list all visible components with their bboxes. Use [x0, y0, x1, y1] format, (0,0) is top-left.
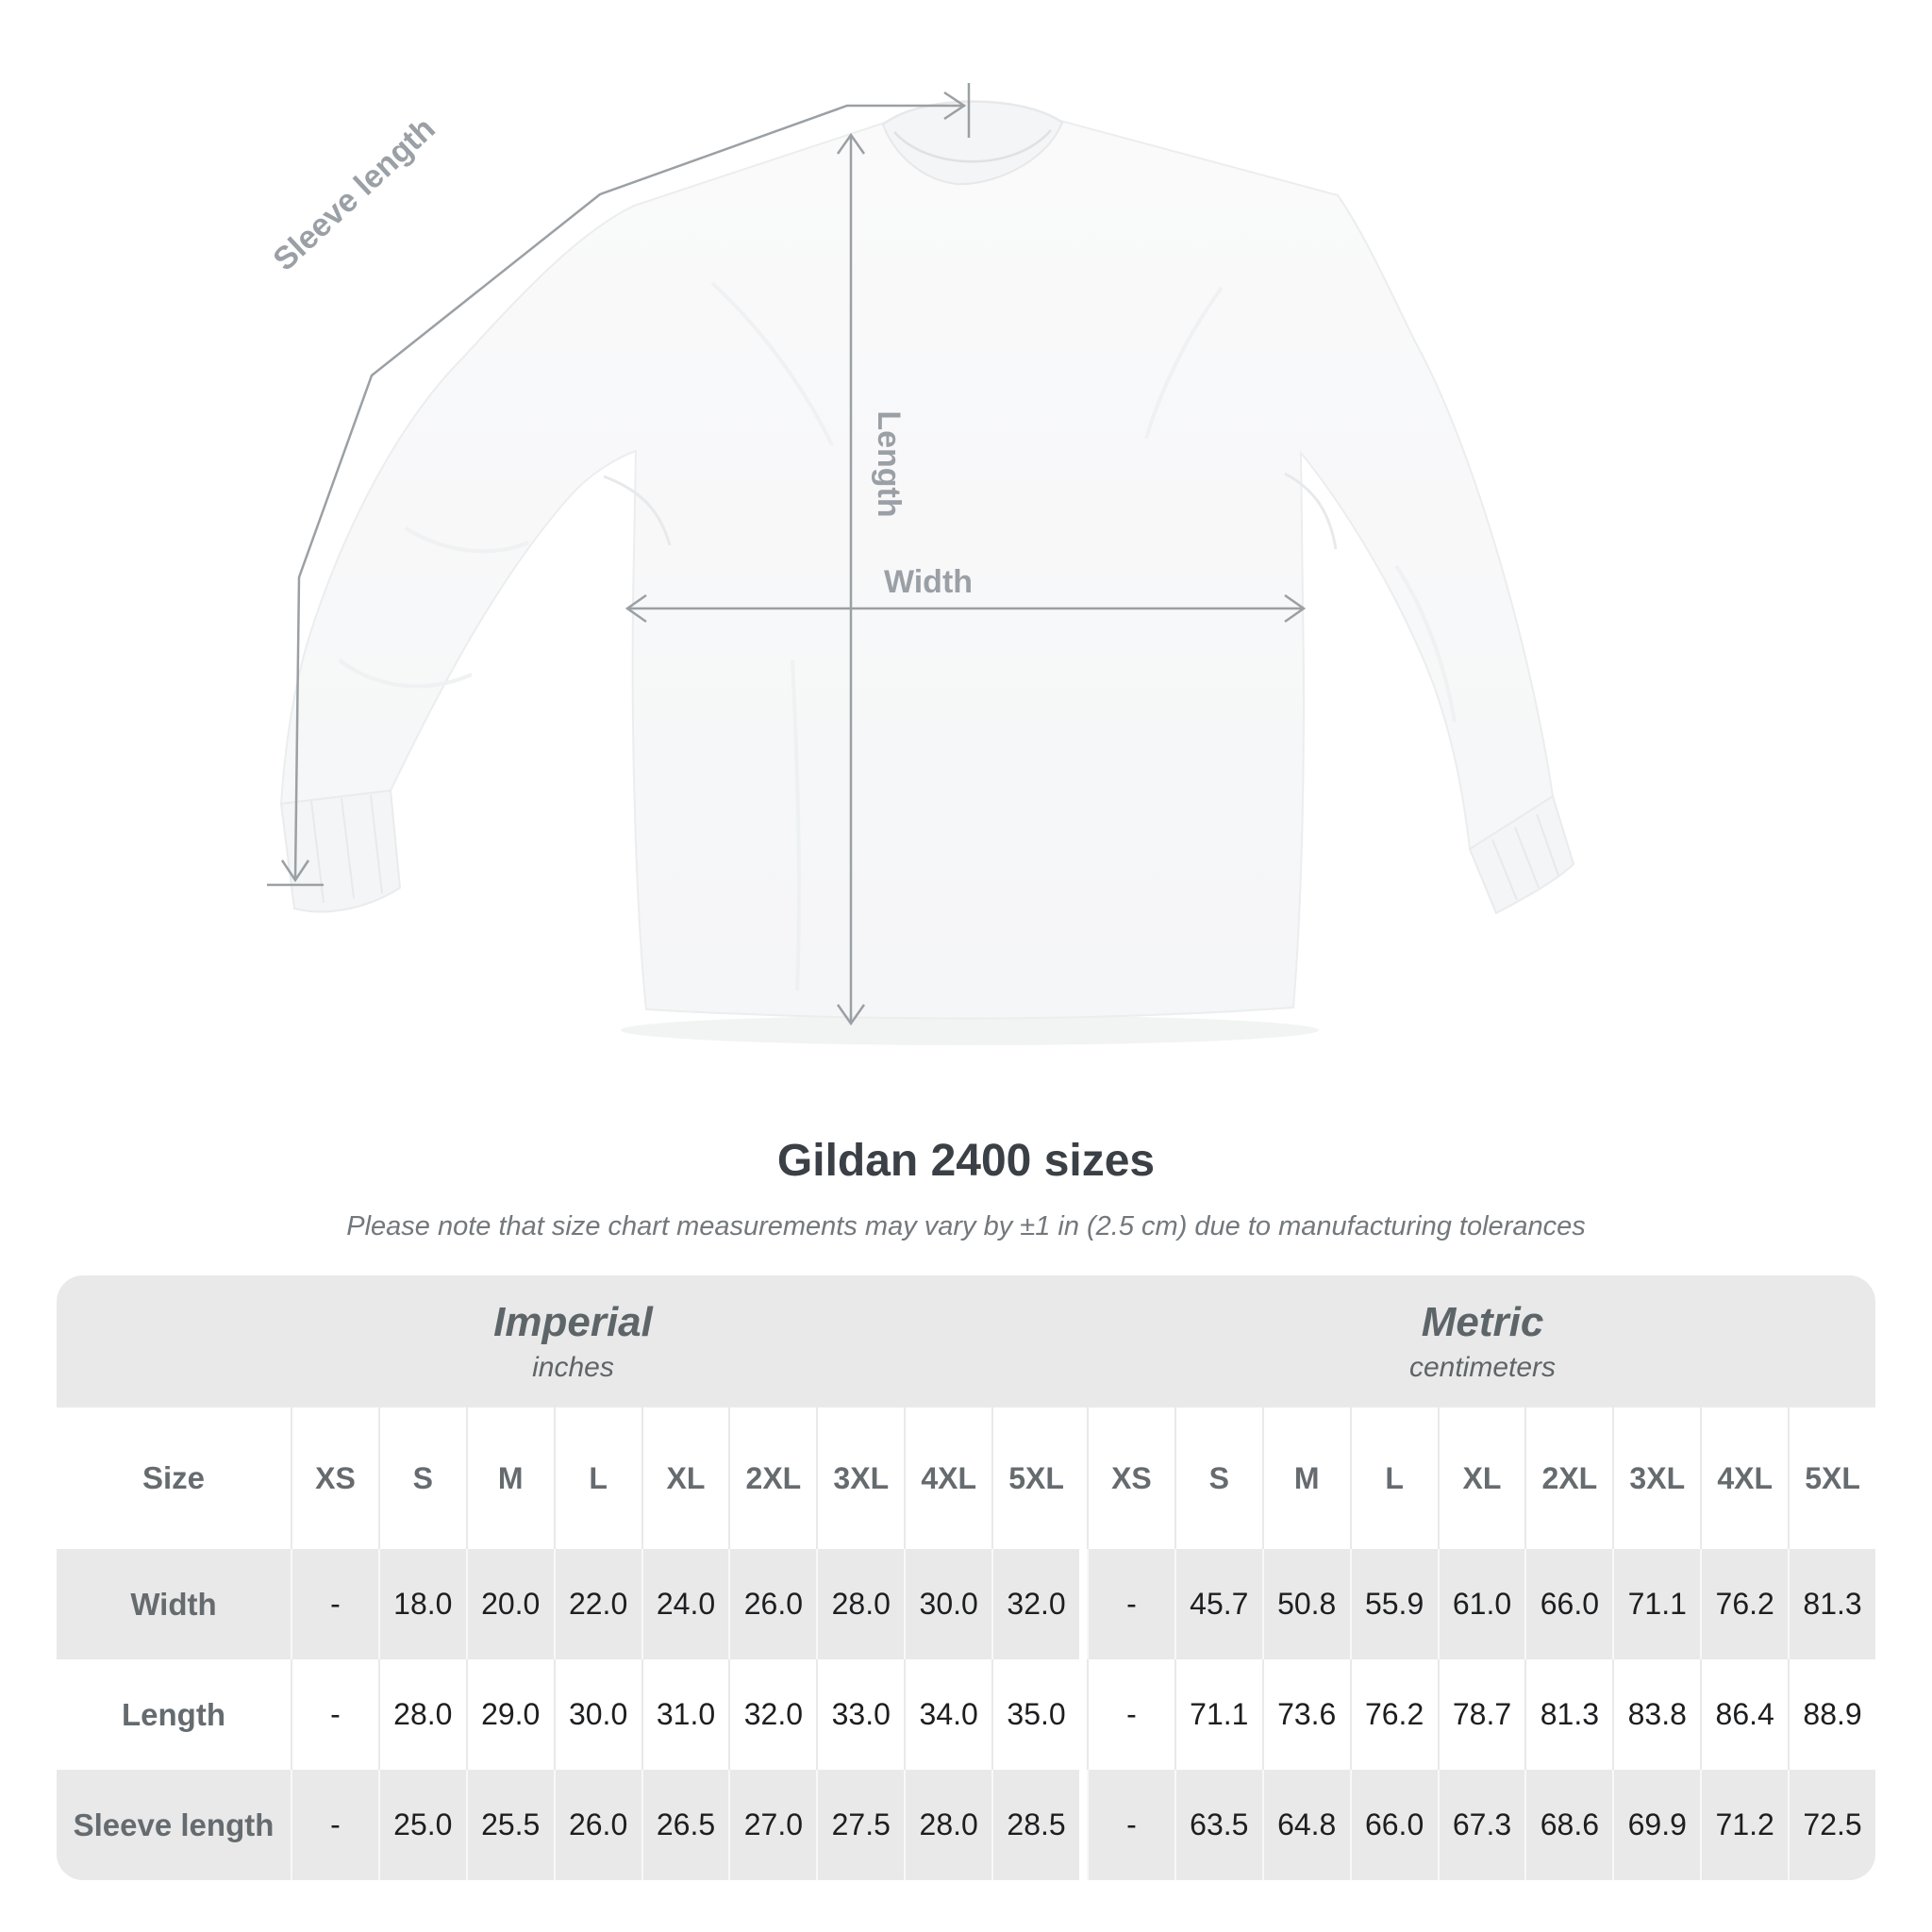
measurement-cell-imperial: 22.0: [554, 1549, 641, 1659]
size-header-imperial: 3XL: [816, 1407, 904, 1549]
shirt-shadow: [621, 1015, 1319, 1045]
measurement-cell-metric: 72.5: [1788, 1770, 1875, 1880]
measurement-cell-metric: 71.1: [1612, 1549, 1700, 1659]
measurement-cell-metric: 55.9: [1350, 1549, 1438, 1659]
metric-heading: Metric: [1421, 1299, 1544, 1345]
measurement-cell-imperial: 20.0: [466, 1549, 554, 1659]
size-column-header: Size: [57, 1407, 291, 1549]
unit-group-imperial: [57, 1275, 1090, 1407]
measurement-cell-metric: 68.6: [1524, 1770, 1612, 1880]
measurement-cell-imperial: 28.5: [991, 1770, 1079, 1880]
measurement-cell-metric: 64.8: [1262, 1770, 1350, 1880]
size-header-imperial: S: [378, 1407, 466, 1549]
shirt-body: [281, 101, 1553, 1018]
measurement-cell-metric: 88.9: [1788, 1659, 1875, 1770]
measurement-cell-imperial: 33.0: [816, 1659, 904, 1770]
left-cuff: [281, 791, 400, 911]
size-header-metric: M: [1262, 1407, 1350, 1549]
row-label: Length: [57, 1659, 291, 1770]
measurement-cell-imperial: 25.5: [466, 1770, 554, 1880]
size-header-imperial: L: [554, 1407, 641, 1549]
measurement-cell-imperial: 24.0: [641, 1549, 729, 1659]
row-label: Width: [57, 1549, 291, 1659]
measurement-cell-imperial: -: [291, 1770, 378, 1880]
measurement-cell-metric: 45.7: [1174, 1549, 1262, 1659]
measurement-cell-imperial: 31.0: [641, 1659, 729, 1770]
measurement-cell-metric: 71.1: [1174, 1659, 1262, 1770]
measurement-cell-metric: 71.2: [1700, 1770, 1788, 1880]
measurement-cell-metric: 73.6: [1262, 1659, 1350, 1770]
measurement-cell-metric: 50.8: [1262, 1549, 1350, 1659]
measurement-cell-imperial: -: [291, 1549, 378, 1659]
size-header-metric: XL: [1438, 1407, 1525, 1549]
size-note: Please note that size chart measurements may vary by ±1 in (2.5 cm) due to manufacturing tolerances: [346, 1211, 1586, 1241]
measurement-cell-imperial: 34.0: [904, 1659, 991, 1770]
measurement-cell-metric: 83.8: [1612, 1659, 1700, 1770]
size-header-metric: S: [1174, 1407, 1262, 1549]
measurement-cell-imperial: 28.0: [904, 1770, 991, 1880]
size-header-imperial: XL: [641, 1407, 729, 1549]
metric-unit: centimeters: [1408, 1352, 1557, 1383]
size-header-imperial: XS: [291, 1407, 378, 1549]
measurement-cell-metric: 66.0: [1524, 1549, 1612, 1659]
size-header-metric: 2XL: [1524, 1407, 1612, 1549]
measurement-cell-metric: 86.4: [1700, 1659, 1788, 1770]
measurement-cell-imperial: 30.0: [554, 1659, 641, 1770]
measurement-cell-metric: 69.9: [1612, 1770, 1700, 1880]
measurement-cell-metric: -: [1087, 1770, 1174, 1880]
measurement-cell-imperial: 32.0: [728, 1659, 816, 1770]
measurement-cell-metric: 78.7: [1438, 1659, 1525, 1770]
measurement-cell-imperial: 26.0: [728, 1549, 816, 1659]
measurement-cell-imperial: -: [291, 1659, 378, 1770]
measurement-cell-imperial: 32.0: [991, 1549, 1079, 1659]
row-label: Sleeve length: [57, 1770, 291, 1880]
measurement-cell-metric: 67.3: [1438, 1770, 1525, 1880]
measurement-cell-imperial: 30.0: [904, 1549, 991, 1659]
column-gap: [1079, 1659, 1087, 1770]
column-gap: [1079, 1549, 1087, 1659]
unit-group-metric: [1090, 1275, 1875, 1407]
measurement-cell-metric: 81.3: [1788, 1549, 1875, 1659]
measurement-cell-imperial: 26.5: [641, 1770, 729, 1880]
page-title: Gildan 2400 sizes: [776, 1136, 1156, 1186]
measurement-cell-metric: 76.2: [1350, 1659, 1438, 1770]
length-label: Length: [871, 410, 907, 518]
measurement-cell-imperial: 35.0: [991, 1659, 1079, 1770]
measurement-cell-metric: 66.0: [1350, 1770, 1438, 1880]
measurement-cell-imperial: 18.0: [378, 1549, 466, 1659]
measurement-cell-imperial: 27.0: [728, 1770, 816, 1880]
measurement-cell-imperial: 28.0: [378, 1659, 466, 1770]
size-header-metric: XS: [1087, 1407, 1174, 1549]
unit-groups-row: [57, 1275, 1875, 1407]
measurement-cell-imperial: 29.0: [466, 1659, 554, 1770]
measurement-cell-imperial: 25.0: [378, 1770, 466, 1880]
width-label: Width: [883, 564, 974, 600]
size-grid: [57, 1407, 1875, 1880]
size-header-metric: L: [1350, 1407, 1438, 1549]
column-gap: [1079, 1407, 1087, 1549]
size-header-imperial: 4XL: [904, 1407, 991, 1549]
measurement-cell-metric: 76.2: [1700, 1549, 1788, 1659]
measurement-cell-metric: 63.5: [1174, 1770, 1262, 1880]
column-gap: [1079, 1770, 1087, 1880]
imperial-heading: Imperial: [493, 1299, 653, 1345]
size-chart-table: [57, 1275, 1875, 1880]
measurement-cell-metric: 81.3: [1524, 1659, 1612, 1770]
size-header-metric: 5XL: [1788, 1407, 1875, 1549]
measurement-cell-metric: -: [1087, 1659, 1174, 1770]
size-header-imperial: M: [466, 1407, 554, 1549]
measurement-cell-metric: -: [1087, 1549, 1174, 1659]
measurement-cell-imperial: 26.0: [554, 1770, 641, 1880]
measurement-cell-imperial: 28.0: [816, 1549, 904, 1659]
measurement-cell-metric: 61.0: [1438, 1549, 1525, 1659]
sleeve-length-label: Sleeve length: [266, 110, 442, 278]
size-header-metric: 3XL: [1612, 1407, 1700, 1549]
measurement-cell-imperial: 27.5: [816, 1770, 904, 1880]
imperial-unit: inches: [532, 1352, 614, 1383]
size-header-imperial: 5XL: [991, 1407, 1079, 1549]
size-header-metric: 4XL: [1700, 1407, 1788, 1549]
size-header-imperial: 2XL: [728, 1407, 816, 1549]
